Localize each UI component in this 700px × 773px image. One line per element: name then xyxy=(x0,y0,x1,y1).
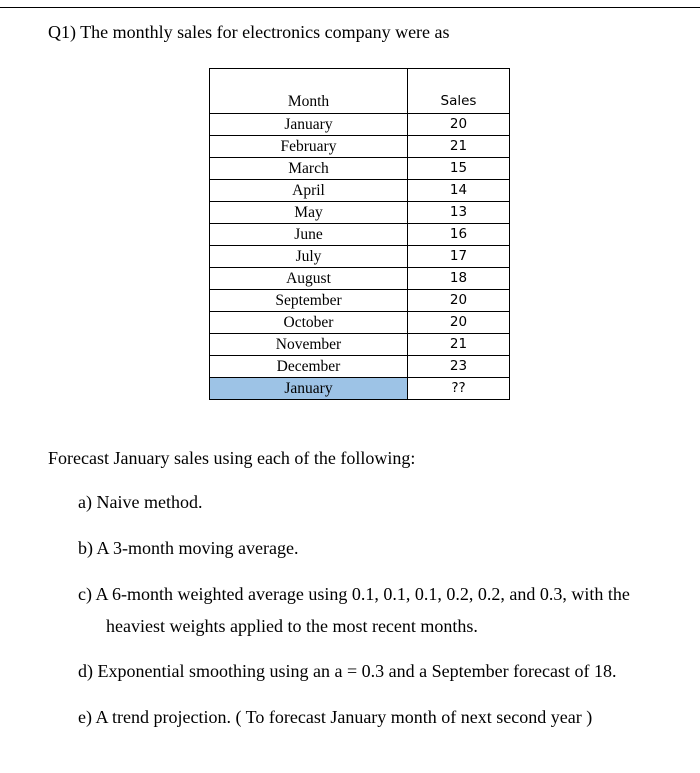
question-title: Q1) The monthly sales for electronics company were as xyxy=(48,22,450,42)
month-cell: November xyxy=(210,334,408,356)
month-column-header: Month xyxy=(210,69,408,114)
month-cell: August xyxy=(210,268,408,290)
sales-cell: 21 xyxy=(408,136,510,158)
table-row xyxy=(210,114,510,136)
sales-cell: 20 xyxy=(408,114,510,136)
sales-cell: 21 xyxy=(408,334,510,356)
month-cell: April xyxy=(210,180,408,202)
month-cell: June xyxy=(210,224,408,246)
sales-cell: 18 xyxy=(408,268,510,290)
item-c-weighted-average: c) A 6-month weighted average using 0.1, 0.1, 0.1, 0.2, 0.2, and 0.3, with the xyxy=(78,584,630,604)
month-cell: July xyxy=(210,246,408,268)
table-row xyxy=(210,290,510,312)
table-row xyxy=(210,334,510,356)
month-cell: March xyxy=(210,158,408,180)
item-e-trend-projection: e) A trend projection. ( To forecast January month of next second year ) xyxy=(78,707,593,727)
item-d-exponential-smoothing: d) Exponential smoothing using an a = 0.3 and a September forecast of 18. xyxy=(78,661,617,681)
item-c-weighted-average-continued: heaviest weights applied to the most recent months. xyxy=(106,616,478,636)
table-row xyxy=(210,202,510,224)
month-cell: December xyxy=(210,356,408,378)
sales-cell: 20 xyxy=(408,312,510,334)
table-row xyxy=(210,136,510,158)
table-row xyxy=(210,312,510,334)
table-row xyxy=(210,356,510,378)
sales-cell: 20 xyxy=(408,290,510,312)
sales-column-header: Sales xyxy=(408,69,510,114)
month-cell: September xyxy=(210,290,408,312)
table-row xyxy=(210,224,510,246)
month-cell: February xyxy=(210,136,408,158)
top-divider xyxy=(0,7,700,8)
forecast-target-row xyxy=(210,378,510,400)
table-row xyxy=(210,268,510,290)
table-row xyxy=(210,246,510,268)
sales-cell: 16 xyxy=(408,224,510,246)
sales-cell: 15 xyxy=(408,158,510,180)
sales-cell: 14 xyxy=(408,180,510,202)
sales-cell: 17 xyxy=(408,246,510,268)
month-cell: January xyxy=(210,114,408,136)
month-cell: May xyxy=(210,202,408,224)
month-cell: October xyxy=(210,312,408,334)
sales-cell: 13 xyxy=(408,202,510,224)
sales-table xyxy=(209,68,510,400)
sales-cell: 23 xyxy=(408,356,510,378)
forecast-month-cell: January xyxy=(210,378,408,400)
item-b-moving-average: b) A 3-month moving average. xyxy=(78,538,299,558)
forecast-sales-cell: ?? xyxy=(408,378,510,400)
item-a-naive: a) Naive method. xyxy=(78,492,203,512)
forecast-instruction: Forecast January sales using each of the following: xyxy=(48,448,416,468)
table-row xyxy=(210,180,510,202)
table-header-row xyxy=(210,69,510,114)
table-row xyxy=(210,158,510,180)
